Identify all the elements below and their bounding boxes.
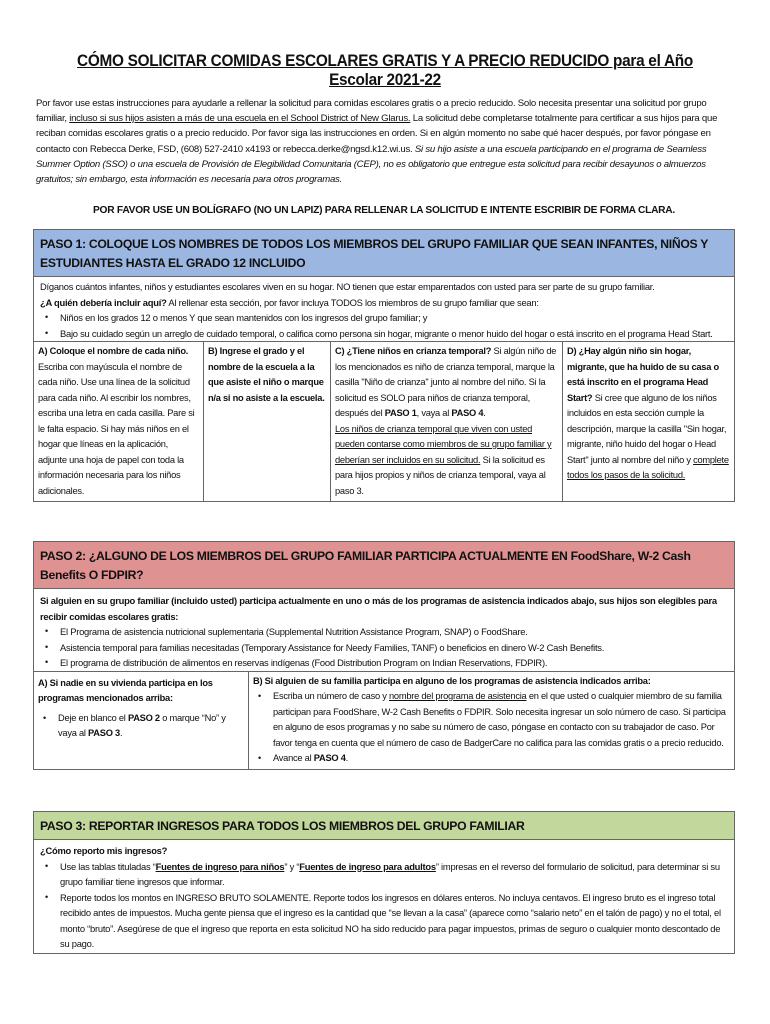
intro-italic-text: Si su hijo asiste a una escuela participando en el programa de Seamless Summer Option (SSO) o una escuela de Provisión de Elegibilidad Comunitaria (CEP), no es obligatorio que entregue esta solicitud para recibir desayunos o almuerzos gratuitos; sin embargo, esta información es necesaria para otros programas.: [36, 143, 707, 186]
page-title: CÓMO SOLICITAR COMIDAS ESCOLARES GRATIS Y A PRECIO REDUCIDO para el Año Escolar 2021-22: [77, 52, 693, 89]
step2-col-b-text: Escriba un número de caso y: [273, 691, 389, 701]
list-item: [273, 689, 730, 751]
step2-header: PASO 2: ¿ALGUNO DE LOS MIEMBROS DEL GRUPO FAMILIAR PARTICIPA ACTUALMENTE EN FoodShare, W-2 Cash Benefits O FDPIR?: [34, 542, 734, 589]
step2-col-a-text: Deje en blanco el: [58, 712, 128, 723]
step1-col-d: [563, 342, 734, 501]
step3-header: PASO 3: REPORTAR INGRESOS PARA TODOS LOS MIEMBROS DEL GRUPO FAMILIAR: [34, 812, 734, 840]
step1-header: PASO 1: COLOQUE LOS NOMBRES DE TODOS LOS MIEMBROS DEL GRUPO FAMILIAR QUE SEAN INFANTES, NIÑOS Y ESTUDIANTES HASTA EL GRADO 12 INCLUIDO: [34, 230, 734, 277]
step2-col-a-paso3: PASO 3: [88, 728, 120, 738]
step1-col-b: B) Ingrese el grado y el nombre de la escuela a la que asiste el niño o marque n/a si no asiste a la escuela.: [204, 342, 331, 501]
step1-col-d-bold: D) ¿Hay algún niño sin hogar, migrante, que ha huido de su casa o está inscrito en el programa Head Start?: [567, 346, 719, 403]
step2-columns: [34, 671, 734, 769]
step2-col-b: [249, 672, 734, 769]
intro-text: Por favor use estas instrucciones para ayudarle a rellenar la solicitud para comidas escolares gratis o a precio reducido. Solo necesita presentar una solicitud por grupo familiar,: [36, 98, 707, 125]
step2-col-a: [34, 672, 249, 769]
step2-col-b-bullets: [253, 689, 730, 767]
step2-col-a-bullets: [38, 711, 244, 742]
step2-col-b-text2: en el que usted o cualquier miembro de su familia participan para FoodShare, W-2 Cash Benefits o FDPIR. Solo necesita ingresar un solo número de caso. Si participa en alguno de esos programas y no sabe su número de caso, póngase en contacto con su trabajador de caso. Por favor tenga en cuenta que el número de caso de BadgerCare no califica para las comidas gratis o a precio reducido.: [273, 691, 726, 748]
step1-col-c-mid: , vaya al: [416, 408, 452, 418]
list-item: • Asistencia temporal para familias necesitadas (Temporary Assistance for Needy Families, TANF) o beneficios en dinero W-2 Cash Benefits.: [60, 640, 728, 656]
step3-b1-children-table: Fuentes de ingreso para niños: [155, 860, 285, 872]
step1-question: [40, 295, 728, 311]
pen-notice: POR FAVOR USE UN BOLÍGRAFO (NO UN LAPIZ) PARA RELLENAR LA SOLICITUD E INTENTE ESCRIBIR DE FORMA CLARA.: [93, 205, 675, 216]
intro-underlined-text: incluso si sus hijos asisten a más de una escuela en el School District of New Glarus.: [69, 113, 411, 125]
step1-col-c-paso1: PASO 1: [384, 408, 417, 418]
list-item: [58, 711, 244, 742]
step1-col-d-text: Si cree que alguno de los niños incluidos en esta sección cumple la descripción, marque la casilla "Sin hogar, migrante, niño huido del hogar o Head Start" junto al nombre del niño y: [567, 392, 727, 465]
step1-col-c-text: Si algún niño de los mencionados es niño de crianza temporal, marque la casilla "Niño de crianza" junto al nombre del niño. Si la solicitud es SOLO para niños de crianza temporal, después del: [335, 346, 557, 418]
step2-col-b-underline: nombre del programa de asistencia: [389, 691, 527, 701]
step2-col-a-end: .: [119, 728, 123, 738]
step1-bullets: [40, 310, 728, 341]
list-item: • Niños en los grados 12 o menos Y que sean mantenidos con los ingresos del grupo familiar; y: [60, 310, 728, 326]
step3-question: ¿Cómo reporto mis ingresos?: [40, 845, 168, 856]
step3-b1-rest: ” impresas en el reverso del formulario de solicitud, para determinar si su grupo familiar tiene ingresos que informar.: [60, 860, 720, 887]
step2-col-b-end: .: [345, 753, 349, 763]
step1-question-bold: ¿A quién debería incluir aquí?: [40, 296, 167, 308]
step2-col-a-paso2: PASO 2: [127, 712, 160, 723]
step1-col-c-underline: Los niños de crianza temporal que viven con usted pueden contarse como miembros de su grupo familiar y deberían ser incluidos en su solicitud.: [335, 423, 552, 465]
intro-contact-text: La solicitud debe completarse totalmente para certificar a sus hijos para que reciban comidas escolares gratis o a precio reducido. Por favor siga las instrucciones en orden. Si en algún momento no sabe qué hacer después, por favor póngase en contacto con Rebecca Derke, FSD, (608) 527-2410 x4193 or rebecca.derke@ngsd.k12.wi.us.: [36, 113, 718, 155]
list-item: • Bajo su cuidado según un arreglo de cuidado temporal, o califica como persona sin hogar, migrante o menor huido del hogar o está inscrito en el programa Head Start.: [60, 326, 728, 342]
step1-col-c-tail: Si la solicitud es para hijos propios y niños de crianza temporal, vaya al paso 3.: [335, 454, 546, 496]
step1-col-c-dot: .: [483, 408, 486, 418]
step2-intro-text: Si alguien en su grupo familiar (incluido usted) participa actualmente en uno o más de los programas de asistencia indicados abajo, sus hijos son elegibles para recibir comidas escolares gratis:: [40, 595, 717, 622]
step1-columns: [34, 341, 734, 501]
step1-col-a: [34, 342, 204, 501]
step1-col-a-bold: A) Coloque el nombre de cada niño.: [38, 346, 189, 356]
step1-line1: Díganos cuántos infantes, niños y estudiantes escolares viven en su hogar. NO tienen que estar emparentados con usted para ser parte de su grupo familiar.: [40, 281, 655, 292]
list-item: • Reporte todos los montos en INGRESO BRUTO SOLAMENTE. Reporte todos los ingresos en dólares enteros. No incluya centavos. El ingreso bruto es el ingreso total recibido antes de impuestos. Mucha gente piensa que el ingreso es la cantidad que “se llevan a la casa” (aparece como “salario neto” en el talón de pago) y no el total, el monto “bruto”. Asegúrese de que el ingreso que reporta en esta solicitud NO ha sido reducido para pagar impuestos, primas de seguro o cualquier monto descontado de su pago.: [60, 890, 728, 952]
step3-section: [33, 811, 735, 954]
step3-bullets: [40, 859, 728, 952]
step2-col-b-paso4: PASO 4: [313, 753, 346, 763]
step2-col-b-advance: Avance al: [273, 753, 314, 763]
step1-col-a-text: Escriba con mayúscula el nombre de cada niño. Use una línea de la solicitud para cada niño. Al escribir los nombres, escriba una letra en cada casilla. Pare si le falta espacio. Si hay más niños en el hogar que líneas en la aplicación, adjunte una hoja de papel con toda la información necesaria para los niños adicionales.: [38, 361, 195, 496]
step3-b1-adults-table: Fuentes de ingreso para adultos: [299, 860, 436, 872]
step1-col-c: [331, 342, 563, 501]
step1-col-c-bold: C) ¿Tiene niños en crianza temporal?: [335, 346, 492, 356]
step3-b1-and: ” y “: [284, 860, 300, 872]
step1-col-d-underline: complete todos los pasos de la solicitud.: [567, 454, 729, 480]
step2-col-a-mid: o marque “No” y vaya al: [58, 712, 226, 738]
list-item: [273, 751, 730, 767]
step2-col-a-head: A) Si nadie en su vivienda participa en los programas mencionados arriba:: [38, 677, 213, 703]
step1-question-rest: Al rellenar esta sección, por favor incluya TODOS los miembros de su grupo familiar que sean:: [166, 296, 539, 308]
step3-b1-text: Use las tablas tituladas “: [60, 860, 156, 872]
step2-col-b-head: B) Si alguien de su familia participa en alguno de los programas de asistencia indicados arriba:: [253, 675, 651, 686]
list-item: • El Programa de asistencia nutricional suplementaria (Supplemental Nutrition Assistance Program, SNAP) o FoodShare.: [60, 624, 728, 640]
step2-section: [33, 541, 735, 770]
step1-col-c-paso4: PASO 4: [451, 408, 484, 418]
step2-bullets: [40, 624, 728, 671]
step1-section: [33, 229, 735, 502]
list-item: • El programa de distribución de alimentos en reservas indígenas (Food Distribution Program on Indian Reservations, FDPIR).: [60, 655, 728, 671]
step1-intro: [34, 277, 734, 341]
intro-paragraph: [36, 96, 732, 187]
list-item: [60, 859, 728, 890]
step2-intro: [34, 589, 734, 671]
step3-body: [34, 840, 734, 953]
